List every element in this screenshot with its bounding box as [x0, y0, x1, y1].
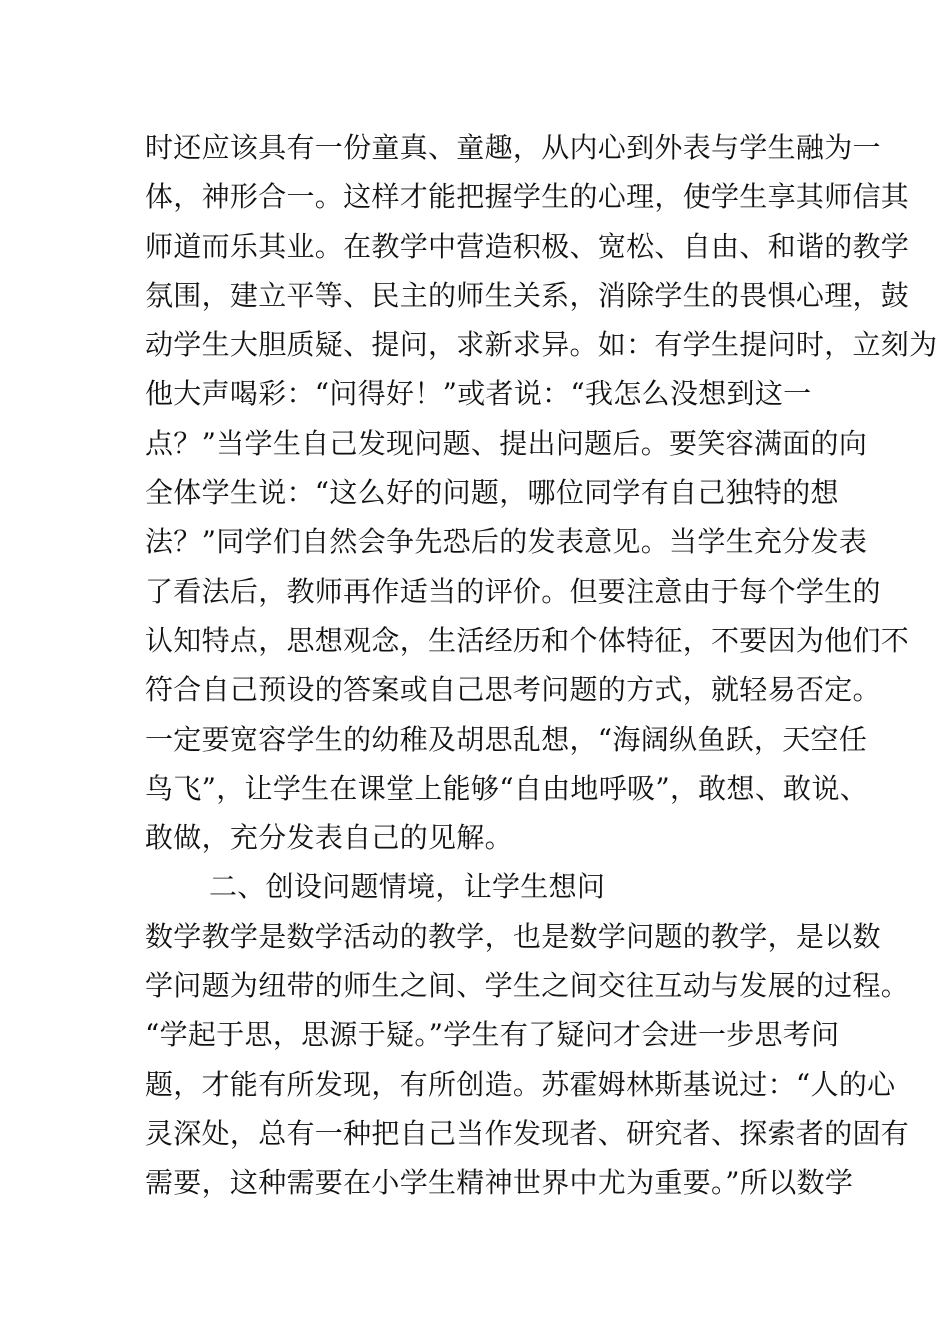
text-line: 时还应该具有一份童真、童趣，从内心到外表与学生融为一: [145, 131, 881, 164]
text-line: 数学教学是数学活动的教学，也是数学问题的教学，是以数: [145, 919, 881, 953]
text-line: 动学生大胆质疑、提问，求新求异。如：有学生提问时，立刻为: [145, 328, 938, 362]
text-line: 鸟飞”，让学生在课堂上能够“自由地呼吸”，敢想、敢说、: [145, 771, 869, 805]
text-line: 了看法后，教师再作适当的评价。但要注意由于每个学生的: [145, 574, 881, 608]
text-line: 点？”当学生自己发现问题、提出问题后。要笑容满面的向: [145, 426, 868, 460]
text-line: 一定要宽容学生的幼稚及胡思乱想，“海阔纵鱼跃，天空任: [145, 722, 868, 756]
text-line: 体，神形合一。这样才能把握学生的心理，使学生享其师信其: [145, 180, 910, 214]
section-heading: 二、创设问题情境，让学生想问: [209, 870, 606, 904]
text-line: 灵深处，总有一种把自己当作发现者、研究者、探索者的固有: [145, 1116, 910, 1150]
text-line: 全体学生说：“这么好的问题，哪位同学有自己独特的想: [145, 476, 839, 510]
text-line: 题，才能有所发现，有所创造。苏霍姆林斯基说过：“人的心: [145, 1067, 896, 1101]
text-line: 他大声喝彩：“问得好！”或者说：“我怎么没想到这一: [145, 377, 812, 411]
text-line: “学起于思，思源于疑。”学生有了疑问才会进一步思考问: [145, 1018, 840, 1052]
text-line: 氛围，建立平等、民主的师生关系，消除学生的畏惧心理，鼓: [145, 278, 910, 312]
text-line: 敢做，充分发表自己的见解。: [145, 821, 513, 855]
text-line: 需要，这种需要在小学生精神世界中尤为重要。”所以数学: [145, 1166, 854, 1200]
text-line: 师道而乐其业。在教学中营造积极、宽松、自由、和谐的教学: [145, 229, 910, 263]
text-line: 认知特点，思想观念，生活经历和个体特征，不要因为他们不: [145, 623, 910, 657]
text-line: 法？”同学们自然会争先恐后的发表意见。当学生充分发表: [145, 525, 868, 559]
body-text: [145, 123, 938, 1208]
text-line: 学问题为纽带的师生之间、学生之间交往互动与发展的过程。: [145, 969, 910, 1003]
text-line: 符合自己预设的答案或自己思考问题的方式，就轻易否定。: [145, 673, 881, 707]
